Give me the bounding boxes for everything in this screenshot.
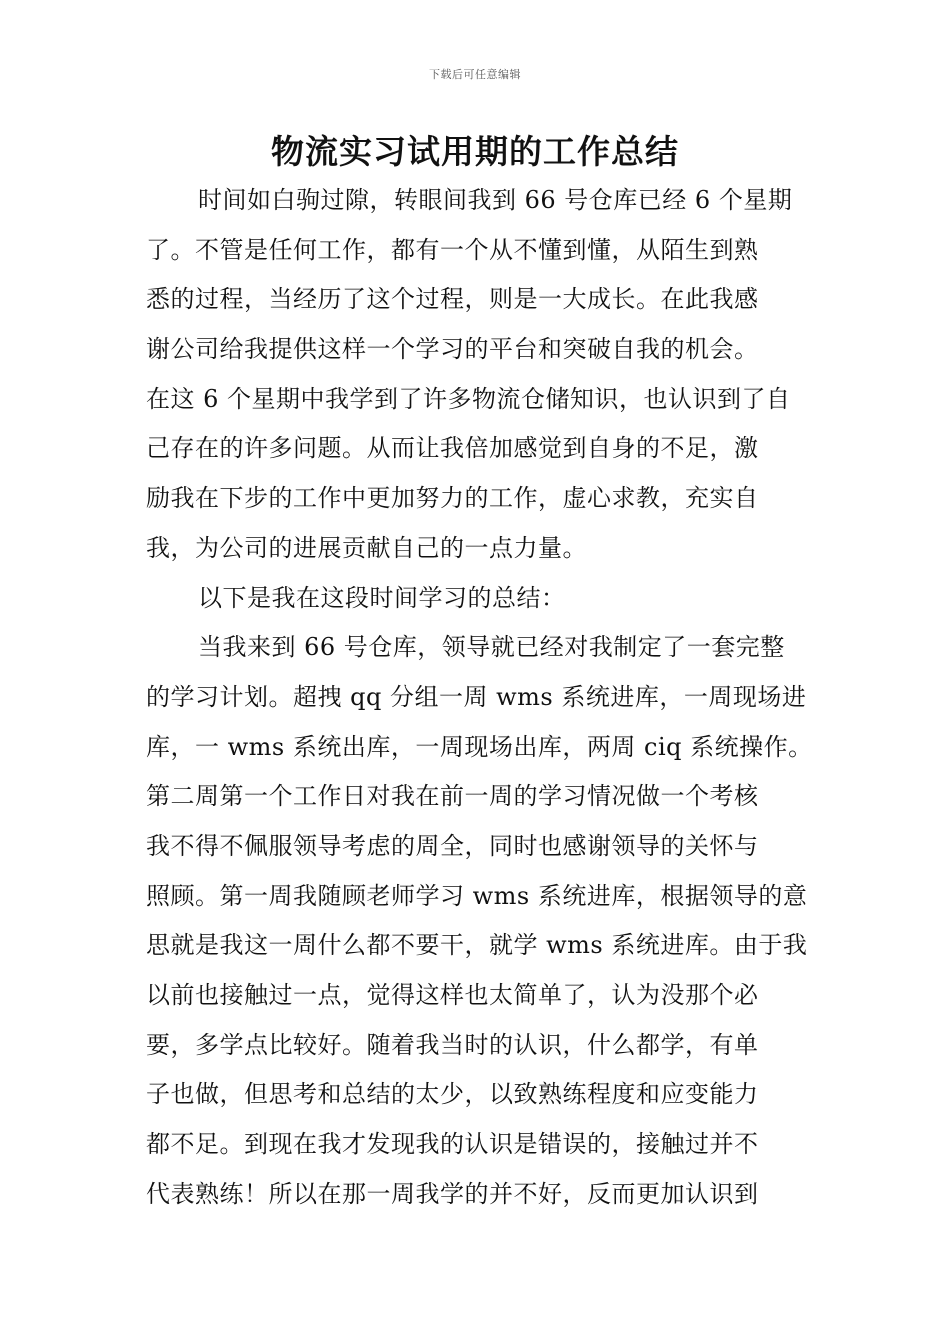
body-line: 库，一 wms 系统出库，一周现场出库，两周 ciq 系统操作。 — [146, 732, 813, 761]
header-note: 下载后可任意编辑 — [429, 68, 521, 81]
body-line: 子也做，但思考和总结的太少，以致熟练程度和应变能力 — [146, 1080, 759, 1109]
body-line: 都不足。到现在我才发现我的认识是错误的，接触过并不 — [146, 1130, 759, 1159]
body-line: 时间如白驹过隙，转眼间我到 66 号仓库已经 6 个星期 — [198, 186, 793, 214]
body-line: 照顾。第一周我随顾老师学习 wms 系统进库，根据领导的意 — [146, 881, 808, 910]
body-line: 我，为公司的进展贡献自己的一点力量。 — [146, 533, 587, 562]
body-line: 第二周第一个工作日对我在前一周的学习情况做一个考核 — [146, 782, 759, 811]
body-line: 励我在下步的工作中更加努力的工作，虚心求教，充实自 — [146, 484, 759, 513]
body-line: 以前也接触过一点，觉得这样也太简单了，认为没那个必 — [146, 981, 759, 1009]
body-line: 在这 6 个星期中我学到了许多物流仓储知识，也认识到了自 — [146, 384, 791, 413]
body-line: 谢公司给我提供这样一个学习的平台和突破自我的机会。 — [146, 335, 759, 364]
body-line: 己存在的许多问题。从而让我倍加感觉到自身的不足，激 — [146, 434, 759, 463]
body-line: 以下是我在这段时间学习的总结： — [198, 583, 566, 612]
body-line: 要，多学点比较好。随着我当时的认识，什么都学，有单 — [146, 1030, 759, 1059]
body-line: 思就是我这一周什么都不要干，就学 wms 系统进库。由于我 — [146, 931, 808, 960]
body-line: 代表熟练！所以在那一周我学的并不好，反而更加认识到 — [146, 1179, 759, 1208]
body-line: 的学习计划。超拽 qq 分组一周 wms 系统进库，一周现场进 — [146, 682, 807, 711]
body-line: 了。不管是任何工作，都有一个从不懂到懂，从陌生到熟 — [146, 235, 759, 264]
document-title: 物流实习试用期的工作总结 — [271, 132, 679, 171]
body-line: 悉的过程，当经历了这个过程，则是一大成长。在此我感 — [146, 285, 759, 314]
body-line: 我不得不佩服领导考虑的周全，同时也感谢领导的关怀与 — [146, 831, 759, 860]
body-line: 当我来到 66 号仓库，领导就已经对我制定了一套完整 — [198, 633, 785, 662]
document-body — [146, 176, 813, 1219]
